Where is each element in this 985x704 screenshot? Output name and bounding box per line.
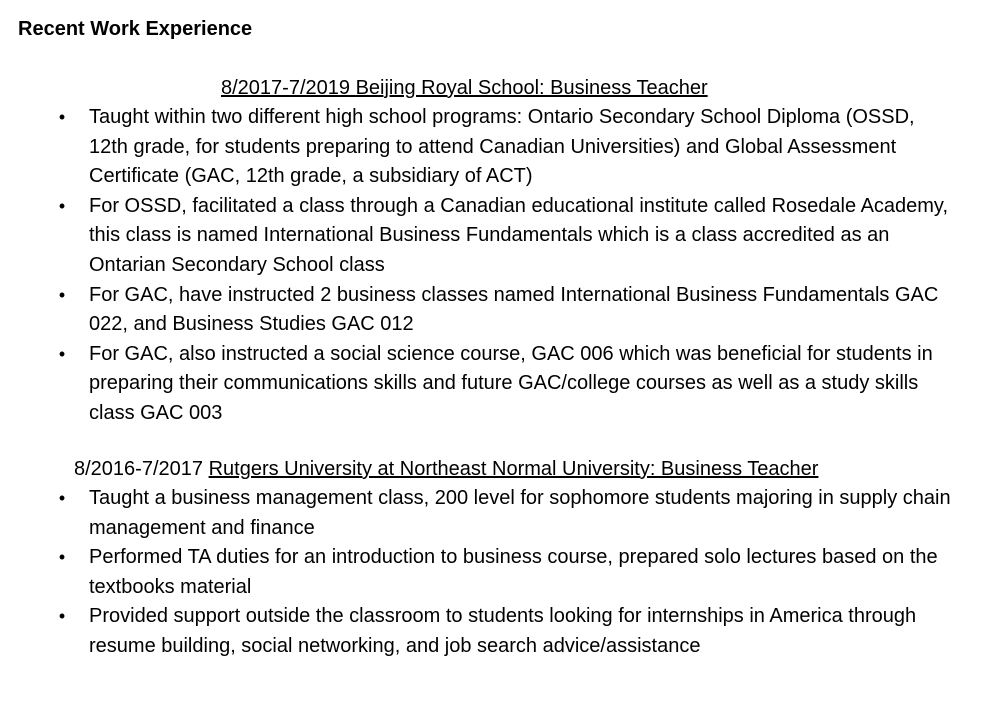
job-heading — [0, 455, 985, 484]
bullet-text: For GAC, have instructed 2 business classes named International Business Fundamentals GAC 022, and Business Studies GAC 012 — [89, 283, 939, 336]
list-item — [0, 103, 954, 192]
bullet-icon: • — [58, 284, 66, 305]
section-title: Recent Work Experience — [18, 18, 253, 40]
job-entry-beijing-royal — [0, 74, 985, 429]
bullet-icon: • — [58, 606, 66, 627]
job-heading — [0, 74, 985, 103]
job-entry-rutgers — [0, 455, 985, 662]
list-item — [0, 543, 954, 602]
bullet-text: Taught within two different high school programs: Ontario Secondary School Diploma (OSSD, 12th grade, for students preparing to attend Canadian Universities) and Global Assessment Certificate (GAC, 12th grade, a subsidiary of ACT) — [89, 106, 915, 188]
job-title: Rutgers University at Northeast Normal University: Business Teacher — [208, 458, 819, 480]
bullet-icon: • — [58, 488, 66, 508]
bullet-text: Provided support outside the classroom to students looking for internships in America through resume building, social networking, and job search advice/assistance — [89, 605, 917, 657]
list-item — [0, 192, 954, 281]
list-item — [0, 484, 954, 543]
bullet-icon: • — [58, 195, 66, 216]
bullet-icon: • — [58, 547, 66, 568]
job-dates: 8/2017-7/2019 — [221, 77, 351, 99]
job-title: Beijing Royal School: Business Teacher — [355, 77, 708, 99]
job-heading-text — [221, 77, 708, 99]
job-bullet-list — [0, 103, 985, 429]
list-item — [0, 281, 954, 340]
job-bullet-list — [0, 484, 985, 662]
list-item — [0, 602, 954, 661]
bullet-text: For GAC, also instructed a social science course, GAC 006 which was beneficial for students in preparing their communications skills and future GAC/college courses as well as a study skills class GAC 003 — [89, 342, 933, 424]
bullet-text: Taught a business management class, 200 level for sophomore students majoring in supply chain management and finance — [89, 487, 951, 539]
bullet-text: Performed TA duties for an introduction to business course, prepared solo lectures based on the textbooks material — [89, 546, 938, 598]
bullet-icon: • — [58, 343, 66, 364]
bullet-icon: • — [58, 107, 66, 127]
bullet-text: For OSSD, facilitated a class through a Canadian educational institute called Rosedale Academy, this class is named International Business Fundamentals which is a class accredited as an Ontarian Secondary School class — [89, 194, 949, 276]
list-item — [0, 340, 954, 429]
job-dates: 8/2016-7/2017 — [74, 458, 204, 480]
